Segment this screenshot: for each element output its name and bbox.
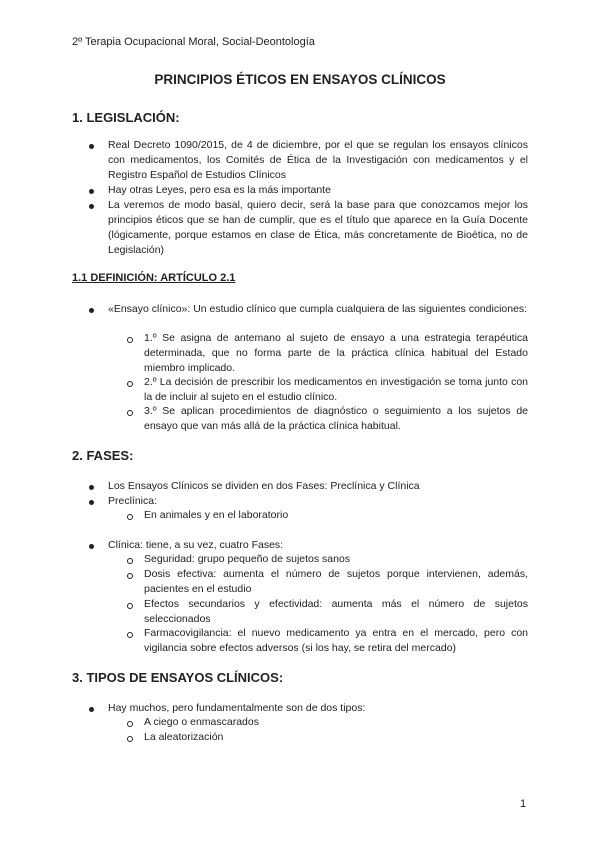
bullet-circle [127,573,133,579]
bullet-circle [127,721,133,727]
list-item: Los Ensayos Clínicos se dividen en dos Fases: Preclínica y Clínica [108,480,420,492]
bullet-dot [89,189,94,194]
bullet-dot [89,308,94,313]
list-item: Farmacovigilancia: el nuevo medicamento ya entra en el mercado, pero con vigilancia sobre efectos adversos (si los hay, se retira del mercado) [144,627,528,654]
list-item: Seguridad: grupo pequeño de sujetos sanos [144,553,351,565]
bullet-circle [127,337,133,343]
page-number: 1 [520,798,527,810]
list-item: Clínica: tiene, a su vez, cuatro Fases: [108,539,284,551]
list-item: Efectos secundarios y efectividad: aumenta más el número de sujetos seleccionados [144,598,528,625]
list-item: «Ensayo clínico»: Un estudio clínico que cumpla cualquiera de las siguientes condiciones: [108,303,528,315]
list-item: Hay muchos, pero fundamentalmente son de dos tipos: [108,702,366,714]
list-item: Real Decreto 1090/2015, de 4 de diciembre, por el que se regulan los ensayos clínicos con medicamentos, los Comités de Ética de la Investigación con medicamentos y el Registro Español de Estudios Clínicos [108,139,528,181]
bullet-circle [127,410,133,416]
bullet-dot [89,707,94,712]
bullet-dot [89,544,94,549]
list-item: 2.º La decisión de prescribir los medicamentos en investigación se toma junto con la de incluir al sujeto en el estudio clínico. [144,376,528,403]
section-heading-fases: 2. FASES: [72,448,134,463]
document-title: PRINCIPIOS ÉTICOS EN ENSAYOS CLÍNICOS [154,72,446,87]
list-item: La aleatorización [144,731,224,743]
section-heading-legislacion: 1. LEGISLACIÓN: [72,110,180,125]
list-item: Hay otras Leyes, pero esa es la más importante [108,184,331,196]
bullet-dot [89,204,94,209]
section-heading-tipos: 3. TIPOS DE ENSAYOS CLÍNICOS: [72,670,284,685]
list-item: Preclínica: [108,495,158,507]
subsection-heading-definicion: 1.1 DEFINICIÓN: ARTÍCULO 2.1 [72,272,236,284]
bullet-dot [89,485,94,490]
list-item: En animales y en el laboratorio [144,509,289,521]
list-item: 1.º Se asigna de antemano al sujeto de ensayo a una estrategia terapéutica determinada, que no forma parte de la práctica clínica habitual del Estado miembro implicado. [144,332,528,374]
bullet-circle [127,632,133,638]
list-item: Dosis efectiva: aumenta el número de sujetos porque intervienen, además, pacientes en el estudio [144,568,528,595]
bullet-dot [89,500,94,505]
bullet-circle [127,514,133,520]
bullet-circle [127,381,133,387]
bullet-circle [127,603,133,609]
bullet-dot [89,144,94,149]
list-item: La veremos de modo basal, quiero decir, será la base para que conozcamos mejor los principios éticos que se han de cumplir, que es el título que aparece en la Guía Docente (lógicamente, porque estamos en clase de Ética, más concretamente de Bioética, no de Legislación) [108,199,528,256]
list-item: A ciego o enmascarados [144,716,259,728]
page-header: 2º Terapia Ocupacional Moral, Social-Deontología [72,36,315,48]
bullet-circle [127,558,133,564]
list-item: 3.º Se aplican procedimientos de diagnóstico o seguimiento a los sujetos de ensayo que van más allá de la práctica clínica habitual. [144,405,528,432]
bullet-circle [127,736,133,742]
